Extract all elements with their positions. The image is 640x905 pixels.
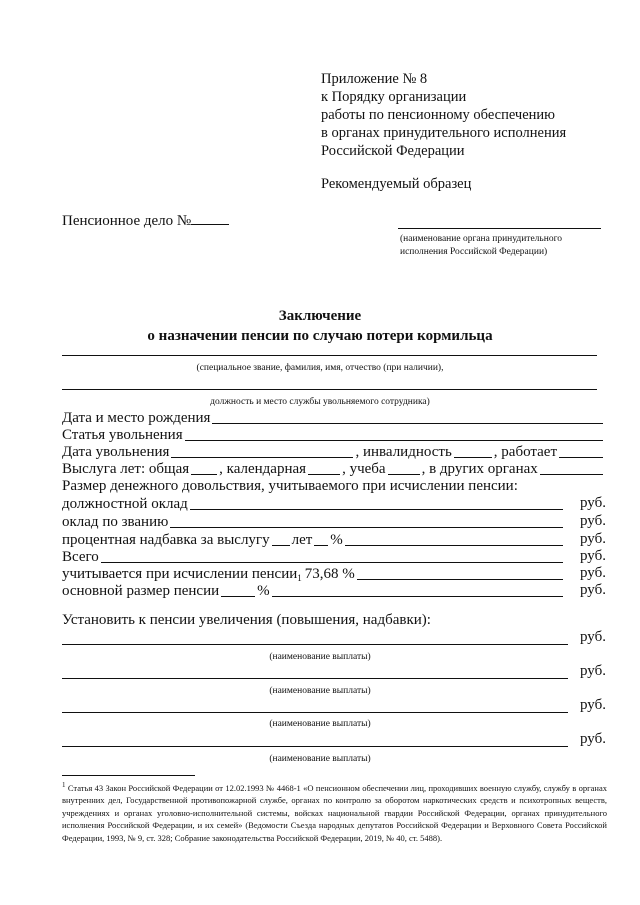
currency-label: руб. bbox=[580, 548, 606, 564]
document-title: Заключение bbox=[278, 308, 362, 324]
service-total-label: Выслуга лет: общая bbox=[62, 461, 190, 477]
footnote-separator bbox=[62, 775, 195, 776]
allowance-header: Размер денежного довольствия, учитываемого при исчислении пенсии: bbox=[62, 478, 518, 494]
currency-label: руб. bbox=[580, 697, 606, 713]
bonus-row bbox=[62, 531, 565, 549]
total-row bbox=[62, 548, 565, 566]
header-line: работы по пенсионному обеспечению bbox=[321, 107, 555, 123]
allowance-header-row bbox=[62, 477, 605, 495]
footnote bbox=[62, 779, 607, 844]
currency-label: руб. bbox=[580, 495, 606, 511]
header-line: в органах принудительного исполнения bbox=[321, 125, 567, 141]
sample-label: Рекомендуемый образец bbox=[321, 176, 472, 192]
rank-salary-row bbox=[62, 513, 565, 531]
name-line bbox=[62, 355, 597, 356]
payment-caption: (наименование выплаты) bbox=[269, 686, 371, 696]
header-line: Российской Федерации bbox=[321, 143, 465, 159]
establish-label: Установить к пенсии увеличения (повышения, надбавки): bbox=[62, 612, 431, 628]
payment-caption: (наименование выплаты) bbox=[269, 754, 371, 764]
disability-label: , инвалидность bbox=[355, 444, 452, 460]
rank-salary-label: оклад по званию bbox=[62, 514, 169, 530]
position-line bbox=[62, 389, 597, 390]
footnote-text: Статья 43 Закон Российской Федерации от 12.02.1993 № 4468-1 «О пенсионном обеспечении лиц, проходивших военную службу, службу в органах внутренних дел, Государственной противопожарной службе, органах по контролю за оборотом наркотических средств и психотропных веществ, учреждениях и органах уголовно-исполнительной системы, войсках национальной гвардии Российской Федерации, органах принудительного исполнения Российской Федерации, и их семей» (Ведомости Съезда народных депутатов Российской Федерации и Верховного Совета Российской Федерации, 1993, № 9, ст. 328; Собрание законодательства Российской Федерации, 2019, № 40, ст. 5488). bbox=[62, 782, 607, 843]
salary-label: должностной оклад bbox=[62, 496, 188, 512]
counted-label: учитывается при исчислении пенсии bbox=[62, 566, 298, 582]
appendix-header bbox=[321, 70, 566, 160]
base-pension-label: основной размер пенсии bbox=[62, 583, 220, 599]
org-name-line bbox=[398, 228, 601, 229]
header-line: Приложение № 8 bbox=[321, 71, 428, 87]
payment-line bbox=[62, 712, 568, 713]
payment-caption: (наименование выплаты) bbox=[269, 719, 371, 729]
base-percent-label: % bbox=[257, 583, 270, 599]
works-label: , работает bbox=[493, 444, 557, 460]
currency-label: руб. bbox=[580, 629, 606, 645]
currency-label: руб. bbox=[580, 531, 606, 547]
years-label: лет bbox=[291, 532, 313, 548]
currency-label: руб. bbox=[580, 731, 606, 747]
name-caption: (специальное звание, фамилия, имя, отчество (при наличии), bbox=[196, 363, 444, 373]
payment-line bbox=[62, 678, 568, 679]
article-label: Статья увольнения bbox=[62, 427, 183, 443]
footnote-ref: 1 bbox=[297, 573, 302, 583]
org-caption: (наименование органа принудительного исполнения Российской Федерации) bbox=[400, 234, 562, 257]
position-caption: должность и место службы увольняемого сотрудника) bbox=[210, 397, 430, 407]
salary-row bbox=[62, 495, 565, 513]
base-pension-row bbox=[62, 582, 565, 600]
percent-label: % bbox=[330, 532, 343, 548]
footnote-marker: 1 bbox=[62, 781, 66, 789]
payment-line bbox=[62, 644, 568, 645]
other-bodies-label: , в других органах bbox=[421, 461, 538, 477]
header-line: к Порядку организации bbox=[321, 89, 467, 105]
birth-row bbox=[62, 409, 605, 427]
article-row bbox=[62, 426, 605, 444]
counted-row bbox=[62, 565, 565, 583]
counted-value: 73,68 % bbox=[304, 566, 355, 582]
study-label: , учеба bbox=[342, 461, 386, 477]
calendar-label: , календарная bbox=[219, 461, 307, 477]
case-number-label: Пенсионное дело № bbox=[62, 213, 192, 229]
currency-label: руб. bbox=[580, 582, 606, 598]
currency-label: руб. bbox=[580, 513, 606, 529]
document-subtitle: о назначении пенсии по случаю потери кормильца bbox=[147, 328, 493, 344]
payment-caption: (наименование выплаты) bbox=[269, 652, 371, 662]
pension-case-number bbox=[62, 213, 229, 230]
dismissal-date-label: Дата увольнения bbox=[62, 444, 170, 460]
service-row bbox=[62, 460, 605, 478]
currency-label: руб. bbox=[580, 565, 606, 581]
bonus-label: процентная надбавка за выслугу bbox=[62, 532, 270, 548]
birth-label: Дата и место рождения bbox=[62, 410, 211, 426]
establish-row bbox=[62, 611, 605, 629]
dismissal-row bbox=[62, 443, 605, 461]
currency-label: руб. bbox=[580, 663, 606, 679]
payment-line bbox=[62, 746, 568, 747]
total-label: Всего bbox=[62, 549, 99, 565]
